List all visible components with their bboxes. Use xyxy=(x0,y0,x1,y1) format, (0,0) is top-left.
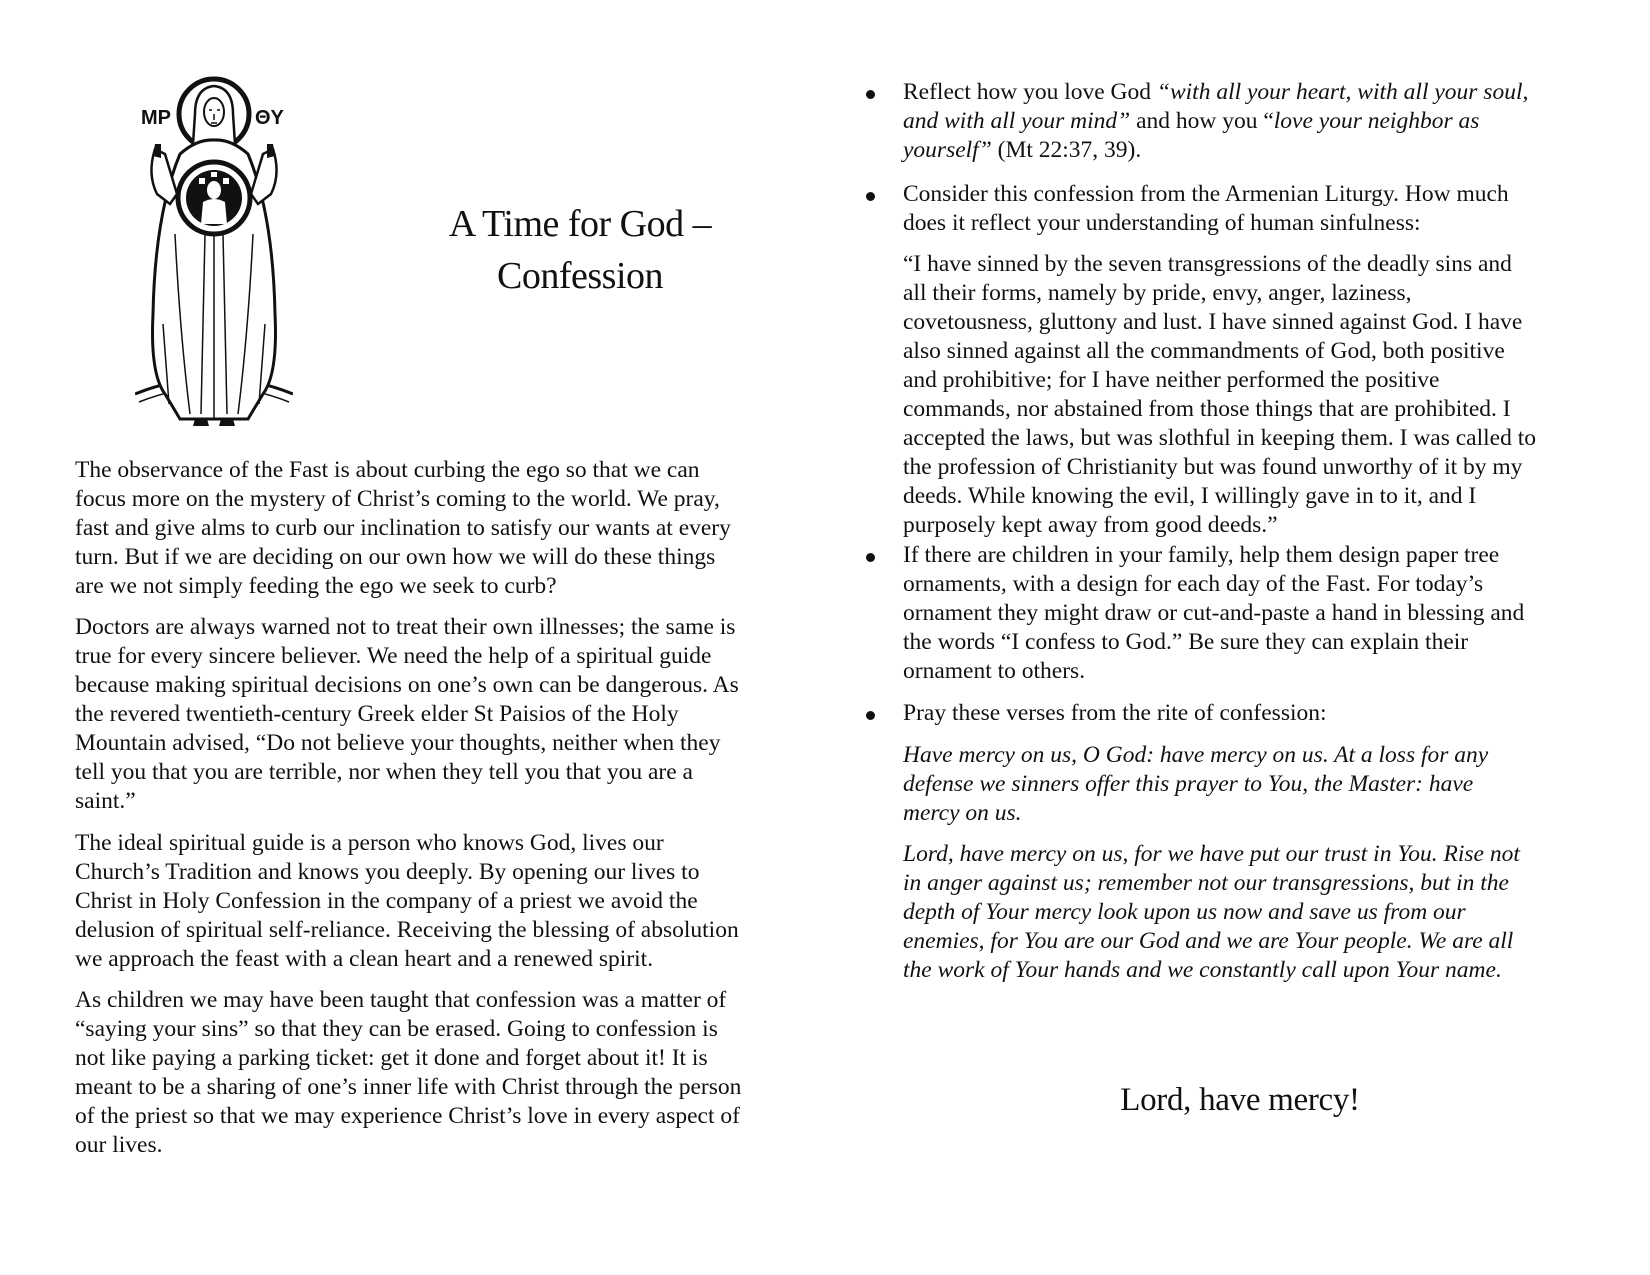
bullet-icon xyxy=(866,90,875,99)
text-line: ornament they might draw or cut-and-paste a hand in blessing and xyxy=(903,600,1525,626)
text-line: Mountain advised, “Do not believe your thoughts, neither when they xyxy=(75,730,721,756)
page-title xyxy=(370,198,790,302)
text-line xyxy=(903,78,1528,107)
title-line-1: A Time for God – xyxy=(448,203,712,245)
text-line: Christ in Holy Confession in the company of a priest we avoid the xyxy=(75,888,698,914)
text-line: all their forms, namely by pride, envy, anger, laziness, xyxy=(903,280,1412,306)
text-line: and prohibitive; for I have neither performed the positive xyxy=(903,367,1440,393)
text-line: depth of Your mercy look upon us now and save us from our xyxy=(903,899,1466,925)
scripture-reference: (Mt 22:37, 39). xyxy=(991,137,1142,163)
scripture-quote: and with all your mind” xyxy=(903,108,1131,134)
inscription-mp: MP xyxy=(141,107,171,129)
text-line: saint.” xyxy=(75,788,136,814)
text-line: not like paying a parking ticket: get it done and forget about it! It is xyxy=(75,1045,708,1071)
text-line: Consider this confession from the Armenian Liturgy. How much xyxy=(903,181,1509,207)
text-line: of the priest so that we may experience Christ’s love in every aspect of xyxy=(75,1103,740,1129)
text-line: the revered twentieth-century Greek elder St Paisios of the Holy xyxy=(75,701,679,727)
scripture-quote: love your neighbor as xyxy=(1273,108,1480,134)
text-line: the profession of Christianity but was found unworthy of it by my xyxy=(903,454,1523,480)
theotokos-orans-icon xyxy=(135,74,293,430)
text-span: and how you “ xyxy=(1130,108,1274,134)
text-line: ornaments, with a design for each day of the Fast. For today’s xyxy=(903,571,1484,597)
text-line: mercy on us. xyxy=(903,800,1022,826)
text-line: The observance of the Fast is about curbing the ego so that we can xyxy=(75,457,700,483)
text-line: covetousness, gluttony and lust. I have sinned against God. I have xyxy=(903,309,1523,335)
text-line: because making spiritual decisions on one’s own can be dangerous. As xyxy=(75,672,739,698)
text-line: enemies, for You are our God and we are Your people. We are all xyxy=(903,928,1514,954)
text-line xyxy=(903,136,1141,165)
text-line: “I have sinned by the seven transgressions of the deadly sins and xyxy=(903,251,1512,277)
text-line: purposely kept away from good deeds.” xyxy=(903,512,1278,538)
text-line: Pray these verses from the rite of confession: xyxy=(903,700,1327,726)
scripture-quote: yourself” xyxy=(903,137,992,163)
text-line: deeds. While knowing the evil, I willingly gave in to it, and I xyxy=(903,483,1477,509)
text-line: meant to be a sharing of one’s inner life with Christ through the person xyxy=(75,1074,742,1100)
text-line: defense we sinners offer this prayer to You, the Master: have xyxy=(903,771,1474,797)
text-line: also sinned against all the commandments of God, both positive xyxy=(903,338,1505,364)
text-line: turn. But if we are deciding on our own how we will do these things xyxy=(75,544,716,570)
text-line: we approach the feast with a clean heart and a renewed spirit. xyxy=(75,946,654,972)
text-line: are we not simply feeding the ego we seek to curb? xyxy=(75,573,557,599)
text-line: commands, nor abstained from those things that are prohibited. I xyxy=(903,396,1511,422)
inscription-theta-upsilon: ΘY xyxy=(255,107,284,129)
scripture-quote: “with all your heart, with all your soul, xyxy=(1156,79,1529,105)
text-line: our lives. xyxy=(75,1132,163,1158)
text-span: Reflect how you love God xyxy=(903,79,1157,105)
closing-line: Lord, have mercy! xyxy=(1120,1082,1360,1118)
text-line: Lord, have mercy on us, for we have put our trust in You. Rise not xyxy=(903,841,1520,867)
text-line: accepted the laws, but was slothful in keeping them. I was called to xyxy=(903,425,1537,451)
text-line: Church’s Tradition and knows you deeply. By opening our lives to xyxy=(75,859,700,885)
bullet-icon xyxy=(866,192,875,201)
text-line: ornament to others. xyxy=(903,658,1086,684)
text-line: Doctors are always warned not to treat their own illnesses; the same is xyxy=(75,614,736,640)
title-line-2: Confession xyxy=(497,255,663,297)
text-line: “saying your sins” so that they can be erased. Going to confession is xyxy=(75,1016,718,1042)
text-line: As children we may have been taught that confession was a matter of xyxy=(75,987,727,1013)
text-line: tell you that you are terrible, nor when they tell you that you are a xyxy=(75,759,693,785)
text-line: focus more on the mystery of Christ’s coming to the world. We pray, xyxy=(75,486,720,512)
text-line: the work of Your hands and we constantly call upon Your name. xyxy=(903,957,1502,983)
text-line xyxy=(903,107,1479,136)
text-line: does it reflect your understanding of human sinfulness: xyxy=(903,210,1421,236)
text-line: The ideal spiritual guide is a person who knows God, lives our xyxy=(75,830,664,856)
text-line: delusion of spiritual self-reliance. Receiving the blessing of absolution xyxy=(75,917,739,943)
bullet-icon xyxy=(866,711,875,720)
text-line: the words “I confess to God.” Be sure they can explain their xyxy=(903,629,1469,655)
text-line: fast and give alms to curb our inclination to satisfy our wants at every xyxy=(75,515,731,541)
text-line: Have mercy on us, O God: have mercy on us. At a loss for any xyxy=(903,742,1489,768)
text-line: in anger against us; remember not our transgressions, but in the xyxy=(903,870,1509,896)
text-line: If there are children in your family, help them design paper tree xyxy=(903,542,1500,568)
bullet-icon xyxy=(866,553,875,562)
text-line: true for every sincere believer. We need the help of a spiritual guide xyxy=(75,643,712,669)
